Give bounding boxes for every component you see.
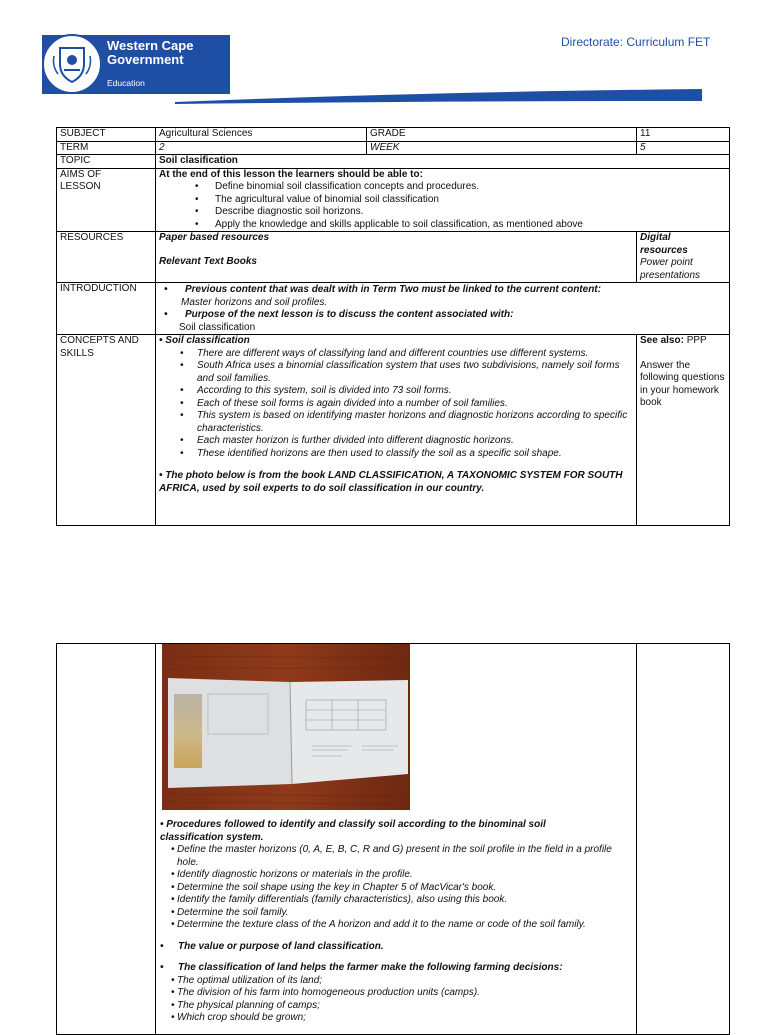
list-item: • Define binomial soil classification concepts and procedures. [212,181,726,194]
list-item: • The agricultural value of binomial soil classification [212,194,726,207]
list-item: • Identify the family differentials (family characteristics), also using this book. [171,894,633,907]
list-item: • Purpose of the next lesson is to discuss the content associated with: [164,309,726,322]
table-row [57,283,730,335]
resources-paper: Paper based resources [159,232,270,243]
subject-label: SUBJECT [57,128,156,142]
list-item: • According to this system, soil is divided into 73 soil forms. [197,385,633,398]
lesson-plan-table [56,127,730,526]
list-item: • Describe diagnostic soil horizons. [212,206,726,219]
aims-cell [156,168,730,232]
open-book-photo [162,644,410,810]
list-item: • Each master horizon is further divided into different diagnostic horizons. [197,435,633,448]
table-row [57,155,730,169]
continuation-table [56,643,730,1035]
list-item: • Identify diagnostic horizons or materials in the profile. [171,869,633,882]
table-row [57,232,730,283]
procedures-heading: • Procedures followed to identify and classify soil according to the binominal soil classification system. [160,819,546,843]
org-sub: Education [107,78,145,88]
intro-sub-1: Master horizons and soil profiles. [181,296,328,308]
concepts-cell [156,335,637,526]
list-item: • There are different ways of classifying land and different countries use different systems. [197,348,633,361]
topic-label: TOPIC [57,155,156,169]
list-item: • South Africa uses a binomial classification system that uses two subdivisions, namely soil forms and soil families. [197,360,633,385]
topic-value: Soil clasification [156,155,730,169]
concepts-label: CONCEPTS AND SKILLS [57,335,156,526]
intro-sub-2: Soil classification [179,321,256,333]
resources-cell [156,232,637,283]
list-item: • Each of these soil forms is again divided into a number of soil families. [197,398,633,411]
table-row [57,335,730,526]
table-row [57,644,730,1035]
aims-intro: At the end of this lesson the learners should be able to: [159,168,423,180]
term-label: TERM [57,141,156,155]
table-row [57,141,730,155]
directorate-title: Directorate: Curriculum FET [561,35,711,49]
term-value: 2 [156,141,367,155]
list-item: • This system is based on identifying master horizons and diagnostic horizons according to specific characteristics. [197,410,633,435]
digital-resources-cell: Digital resources Power point presentations [637,232,730,283]
procedures-list [160,844,633,932]
list-item: • Previous content that was dealt with in Term Two must be linked to the current content: [164,284,726,297]
page-header [0,0,768,110]
value-heading: • The value or purpose of land classification. [160,941,633,954]
list-item: • The division of his farm into homogeneous production units (camps). [171,987,633,1000]
introduction-label: INTRODUCTION [57,283,156,335]
resources-books: Relevant Text Books [159,255,257,267]
list-item: • Apply the knowledge and skills applicable to soil classification, as mentioned above [212,219,726,232]
list-item: • Determine the soil family. [171,907,633,920]
concepts-heading: • Soil classification [159,335,250,346]
list-item: • These identified horizons are then used to classify the soil as a specific soil shape. [197,448,633,461]
photo-note: • The photo below is from the book LAND CLASSIFICATION, A TAXONOMIC SYSTEM FOR SOUTH AFRICA, used by soil experts to do soil classification in our country. [159,470,623,494]
list-item: • Define the master horizons (0, A, E, B, C, R and G) present in the soil profile in the field in a profile hole. [171,844,633,869]
aims-list [159,181,726,231]
list-item: • Determine the texture class of the A horizon and add it to the name or code of the soil family. [171,919,633,932]
see-also-cell [637,335,730,526]
list-item: • The optimal utilization of its land; [171,975,633,988]
resources-label: RESOURCES [57,232,156,283]
header-swoosh [0,84,768,106]
decisions-heading: • The classification of land helps the farmer make the following farming decisions: [160,962,633,975]
list-item: • The physical planning of camps; [171,1000,633,1013]
see-also-value: PPP [686,335,707,346]
introduction-cell [156,283,730,335]
grade-value: 11 [637,128,730,142]
org-name: Western Cape Government [107,38,194,67]
table-row [57,168,730,232]
see-also-label: See also: [640,335,684,346]
list-item: • Which crop should be grown; [171,1012,633,1025]
list-item: • Determine the soil shape using the key in Chapter 5 of MacVicar's book. [171,882,633,895]
week-label: WEEK [367,141,637,155]
table-row [57,128,730,142]
concepts-list [159,348,633,461]
decisions-list [160,975,633,1025]
week-value: 5 [637,141,730,155]
side-note: Answer the following questions in your homework book [640,359,725,408]
aims-label: AIMS OF LESSON [57,168,156,232]
grade-label: GRADE [367,128,637,142]
subject-value: Agricultural Sciences [156,128,367,142]
continuation-cell [156,644,637,1035]
